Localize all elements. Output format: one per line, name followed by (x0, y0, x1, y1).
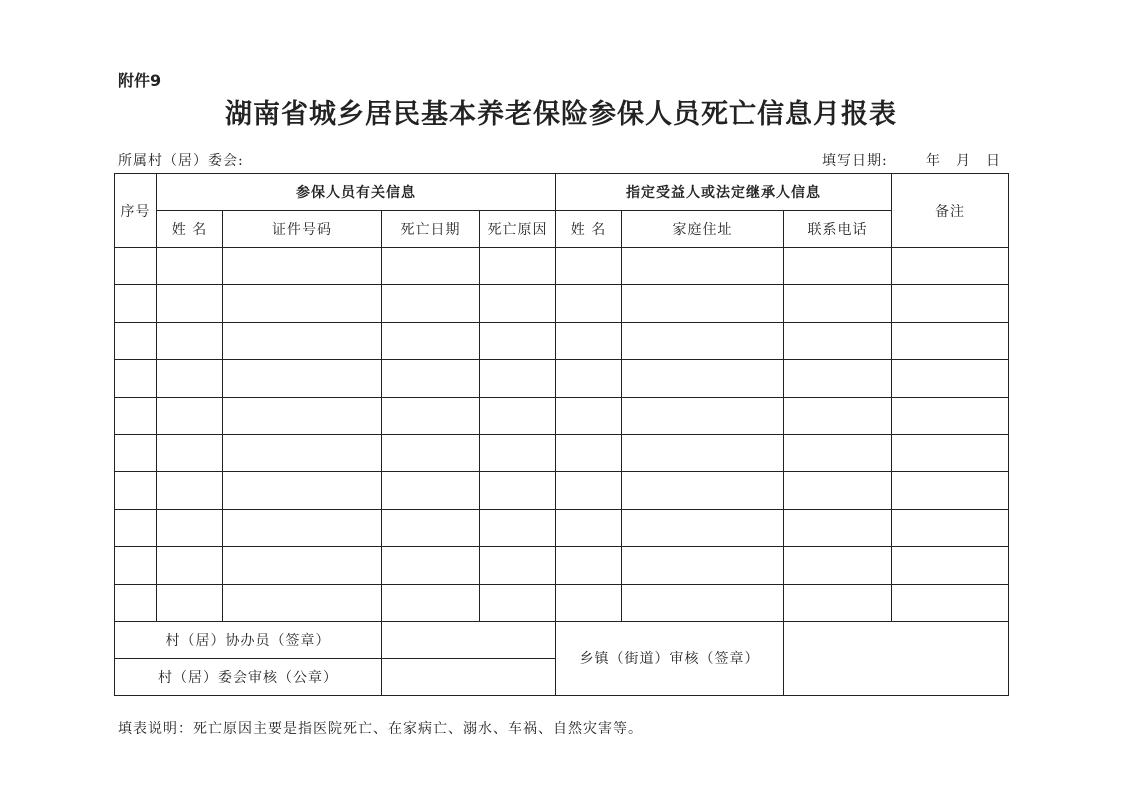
table-cell[interactable] (157, 285, 223, 322)
table-cell[interactable] (622, 248, 784, 285)
village-committee-label: 所属村（居）委会: (118, 153, 244, 169)
table-cell[interactable] (382, 584, 480, 621)
table-cell[interactable] (480, 248, 556, 285)
table-cell[interactable] (382, 397, 480, 434)
table-cell[interactable] (480, 584, 556, 621)
table-cell[interactable] (892, 509, 1009, 546)
table-cell[interactable] (223, 322, 382, 359)
table-cell[interactable] (556, 285, 622, 322)
table-cell[interactable] (784, 285, 892, 322)
table-cell[interactable] (157, 322, 223, 359)
table-cell[interactable] (223, 547, 382, 584)
col-seq-header: 序号 (115, 174, 157, 248)
table-cell[interactable] (784, 472, 892, 509)
table-row (115, 285, 1009, 322)
table-cell[interactable] (892, 584, 1009, 621)
table-cell[interactable] (784, 248, 892, 285)
fill-date (822, 150, 1002, 168)
fill-date-label: 填写日期: (822, 153, 888, 169)
table-cell[interactable] (480, 397, 556, 434)
table-cell[interactable] (892, 360, 1009, 397)
table-cell[interactable] (556, 397, 622, 434)
table-cell[interactable] (480, 509, 556, 546)
table-cell[interactable] (223, 434, 382, 471)
year-label: 年 (926, 153, 941, 169)
table-cell[interactable] (382, 509, 480, 546)
table-cell[interactable] (157, 509, 223, 546)
assistant-signature-field[interactable] (382, 621, 556, 658)
table-row (115, 584, 1009, 621)
table-row (115, 547, 1009, 584)
col-beneficiary-name: 姓 名 (556, 211, 622, 248)
col-id-number: 证件号码 (223, 211, 382, 248)
table-cell[interactable] (223, 509, 382, 546)
table-cell[interactable] (892, 322, 1009, 359)
month-label: 月 (956, 153, 971, 169)
table-cell[interactable] (480, 322, 556, 359)
table-row (115, 472, 1009, 509)
table-cell[interactable] (157, 584, 223, 621)
table-cell[interactable] (223, 285, 382, 322)
table-cell[interactable] (382, 360, 480, 397)
col-death-date: 死亡日期 (382, 211, 480, 248)
table-cell[interactable] (223, 584, 382, 621)
table-cell[interactable] (556, 472, 622, 509)
table-row (115, 509, 1009, 546)
table-cell[interactable] (157, 360, 223, 397)
col-remark-header: 备注 (892, 174, 1009, 248)
table-cell[interactable] (115, 360, 157, 397)
table-cell[interactable] (622, 285, 784, 322)
table-cell[interactable] (115, 434, 157, 471)
table-cell[interactable] (480, 360, 556, 397)
table-cell[interactable] (223, 248, 382, 285)
table-cell[interactable] (157, 472, 223, 509)
table-cell[interactable] (556, 509, 622, 546)
township-review-field[interactable] (784, 621, 1009, 695)
assistant-signature-label: 村（居）协办员（签章） (115, 621, 382, 658)
committee-review-field[interactable] (382, 658, 556, 695)
table-cell[interactable] (622, 472, 784, 509)
table-cell[interactable] (784, 322, 892, 359)
table-cell[interactable] (382, 322, 480, 359)
table-cell[interactable] (622, 434, 784, 471)
table-cell[interactable] (622, 397, 784, 434)
table-cell[interactable] (480, 472, 556, 509)
table-cell[interactable] (784, 509, 892, 546)
insured-info-header: 参保人员有关信息 (157, 174, 556, 211)
table-row (115, 434, 1009, 471)
table-cell[interactable] (892, 285, 1009, 322)
table-cell[interactable] (382, 248, 480, 285)
committee-review-label: 村（居）委会审核（公章） (115, 658, 382, 695)
table-cell[interactable] (115, 322, 157, 359)
table-cell[interactable] (556, 322, 622, 359)
table-cell[interactable] (892, 248, 1009, 285)
table-cell[interactable] (784, 360, 892, 397)
table-row (115, 397, 1009, 434)
township-review-label: 乡镇（街道）审核（签章） (556, 621, 784, 695)
table-cell[interactable] (157, 547, 223, 584)
table-cell[interactable] (556, 248, 622, 285)
table-cell[interactable] (622, 509, 784, 546)
table-cell[interactable] (382, 285, 480, 322)
table-cell[interactable] (115, 285, 157, 322)
table-cell[interactable] (382, 472, 480, 509)
table-cell[interactable] (157, 248, 223, 285)
col-home-address: 家庭住址 (622, 211, 784, 248)
col-insured-name: 姓 名 (157, 211, 223, 248)
table-cell[interactable] (622, 360, 784, 397)
beneficiary-info-header: 指定受益人或法定继承人信息 (556, 174, 892, 211)
table-cell[interactable] (892, 472, 1009, 509)
table-cell[interactable] (556, 434, 622, 471)
table-cell[interactable] (115, 509, 157, 546)
table-cell[interactable] (556, 584, 622, 621)
table-cell[interactable] (382, 434, 480, 471)
table-cell[interactable] (480, 285, 556, 322)
col-phone: 联系电话 (784, 211, 892, 248)
table-cell[interactable] (622, 547, 784, 584)
table-cell[interactable] (480, 434, 556, 471)
day-label: 日 (986, 153, 1001, 169)
table-cell[interactable] (892, 547, 1009, 584)
table-cell[interactable] (622, 584, 784, 621)
table-cell[interactable] (556, 360, 622, 397)
table-row (115, 322, 1009, 359)
table-row (115, 360, 1009, 397)
table-cell[interactable] (115, 472, 157, 509)
table-cell[interactable] (892, 434, 1009, 471)
page-title: 湖南省城乡居民基本养老保险参保人员死亡信息月报表 (225, 99, 897, 130)
attachment-label: 附件9 (118, 71, 162, 90)
table-cell[interactable] (115, 397, 157, 434)
table-cell[interactable] (157, 397, 223, 434)
table-cell[interactable] (784, 397, 892, 434)
death-report-table (114, 173, 1009, 696)
table-cell[interactable] (382, 547, 480, 584)
table-cell[interactable] (784, 547, 892, 584)
table-cell[interactable] (157, 434, 223, 471)
table-cell[interactable] (556, 547, 622, 584)
table-cell[interactable] (784, 584, 892, 621)
fill-instructions: 填表说明：死亡原因主要是指医院死亡、在家病亡、溺水、车祸、自然灾害等。 (118, 721, 643, 737)
table-cell[interactable] (115, 547, 157, 584)
table-cell[interactable] (480, 547, 556, 584)
table-cell[interactable] (223, 397, 382, 434)
table-cell[interactable] (223, 360, 382, 397)
table-cell[interactable] (115, 248, 157, 285)
table-cell[interactable] (115, 584, 157, 621)
table-cell[interactable] (622, 322, 784, 359)
table-cell[interactable] (223, 472, 382, 509)
table-cell[interactable] (892, 397, 1009, 434)
table-row (115, 248, 1009, 285)
table-cell[interactable] (784, 434, 892, 471)
col-death-cause: 死亡原因 (480, 211, 556, 248)
